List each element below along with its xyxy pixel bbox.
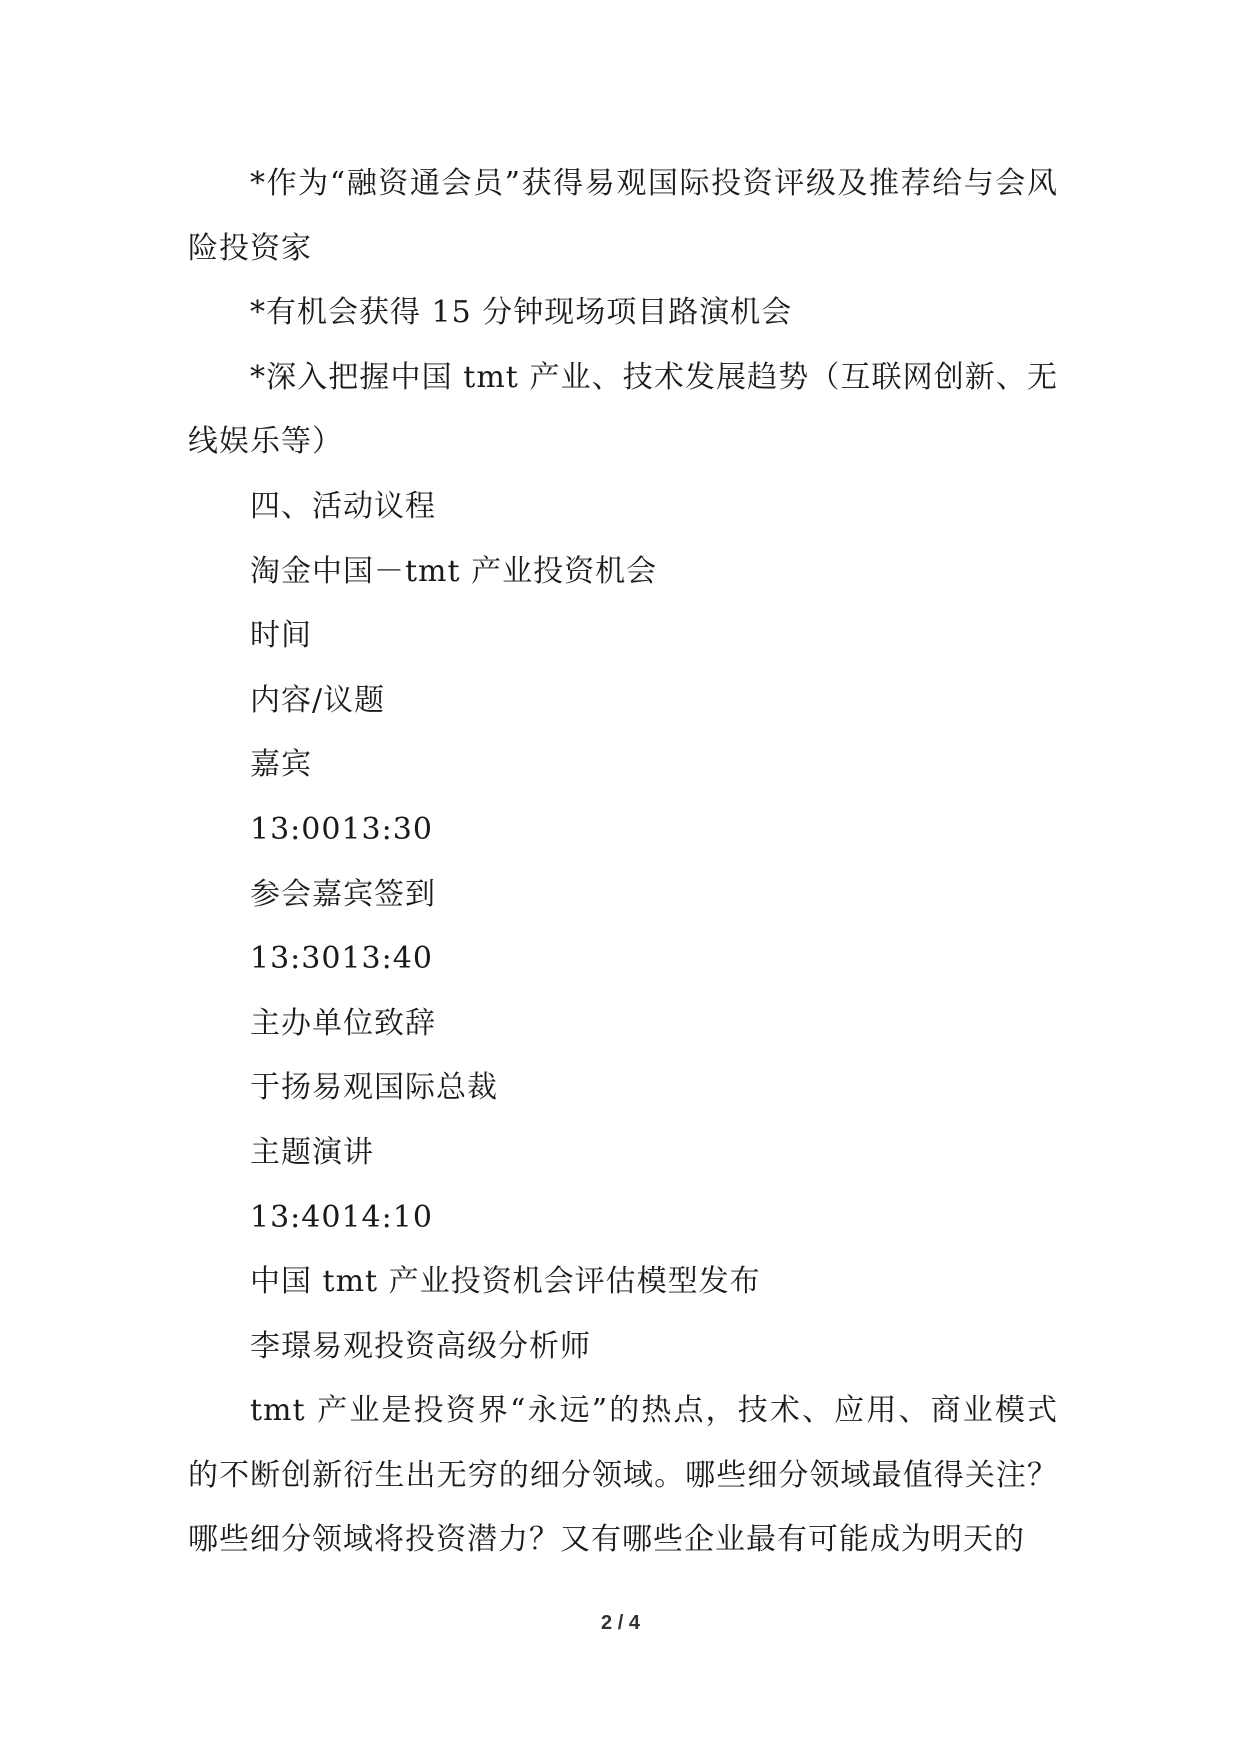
section-heading: 四、活动议程 (250, 488, 436, 524)
agenda-topic: 参会嘉宾签到 (250, 876, 436, 912)
agenda-title: 淘金中国－tmt 产业投资机会 (250, 553, 658, 589)
agenda-topic: 中国 tmt 产业投资机会评估模型发布 (250, 1264, 761, 1300)
agenda-topic: 主办单位致辞 (250, 1005, 436, 1041)
agenda-time: 13:0013:30 (250, 811, 433, 847)
document-body (188, 152, 1058, 1573)
agenda-guest: 于扬易观国际总裁 (250, 1070, 498, 1106)
agenda-header-time: 时间 (250, 618, 312, 654)
agenda-header-guest: 嘉宾 (250, 747, 312, 783)
agenda-guest: 李璟易观投资高级分析师 (250, 1328, 591, 1364)
page-number: 2 / 4 (601, 1612, 640, 1634)
agenda-time: 13:4014:10 (250, 1199, 433, 1235)
agenda-topic: 主题演讲 (250, 1134, 374, 1170)
agenda-time: 13:3013:40 (250, 941, 433, 977)
paragraph: *有机会获得 15 分钟现场项目路演机会 (250, 295, 793, 331)
paragraph: *深入把握中国 tmt 产业、技术发展趋势（互联网创新、无线娱乐等） (188, 359, 1058, 460)
paragraph: *作为“融资通会员”获得易观国际投资评级及推荐给与会风险投资家 (188, 166, 1058, 266)
paragraph: tmt 产业是投资界“永远”的热点，技术、应用、商业模式的不断创新衍生出无穷的细分领域。哪些细分领域最值得关注？哪些细分领域将投资潜力？又有哪些企业最有可能成为明天的 (188, 1393, 1058, 1558)
agenda-header-topic: 内容/议题 (250, 682, 386, 718)
